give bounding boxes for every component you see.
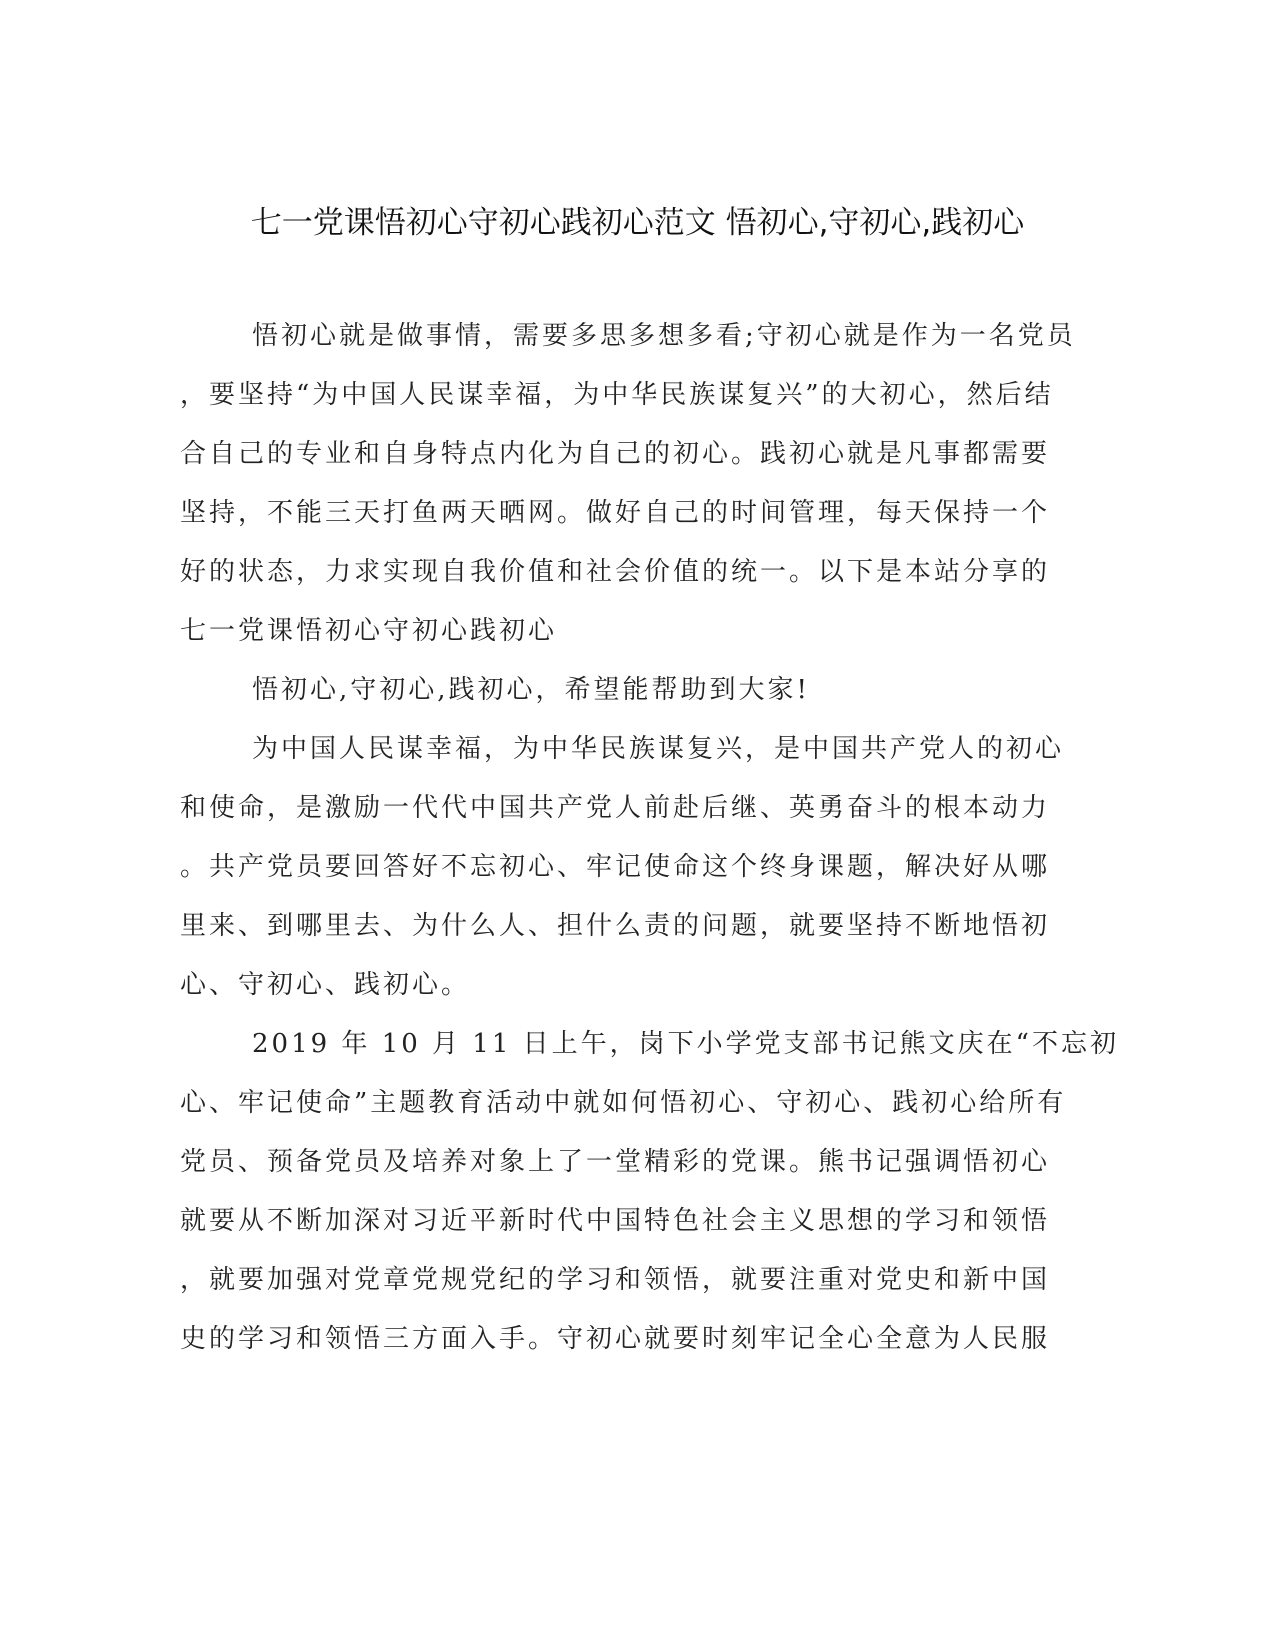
paragraph-line: 合自己的专业和自身特点内化为自己的初心。践初心就是凡事都需要	[180, 439, 1051, 469]
paragraph-line: 好的状态，力求实现自我价值和社会价值的统一。以下是本站分享的	[180, 557, 1051, 587]
paragraph-line: 心、守初心、践初心。	[180, 970, 471, 1000]
document-title: 七一党课悟初心守初心践初心范文 悟初心,守初心,践初心	[250, 205, 1025, 241]
paragraph-line: 史的学习和领悟三方面入手。守初心就要时刻牢记全心全意为人民服	[180, 1324, 1051, 1354]
paragraph-line: 2019 年 10 月 11 日上午，岗下小学党支部书记熊文庆在“不忘初	[252, 1029, 1119, 1059]
paragraph-line: 就要从不断加深对习近平新时代中国特色社会主义思想的学习和领悟	[180, 1206, 1051, 1236]
paragraph-line: 悟初心就是做事情，需要多思多想多看;守初心就是作为一名党员	[252, 321, 1076, 351]
paragraph-line: 坚持，不能三天打鱼两天晒网。做好自己的时间管理，每天保持一个	[180, 498, 1051, 528]
paragraph-line: 里来、到哪里去、为什么人、担什么责的问题，就要坚持不断地悟初	[180, 911, 1051, 941]
paragraph-line: 心、牢记使命”主题教育活动中就如何悟初心、守初心、践初心给所有	[180, 1088, 1067, 1118]
paragraph-line: 为中国人民谋幸福，为中华民族谋复兴，是中国共产党人的初心	[252, 734, 1065, 764]
paragraph-line: 七一党课悟初心守初心践初心	[180, 616, 558, 646]
paragraph-line: 和使命，是激励一代代中国共产党人前赴后继、英勇奋斗的根本动力	[180, 793, 1051, 823]
paragraph-line: ，就要加强对党章党规党纪的学习和领悟，就要注重对党史和新中国	[180, 1265, 1051, 1295]
paragraph-line: 悟初心,守初心,践初心，希望能帮助到大家!	[252, 675, 810, 705]
paragraph-line: 党员、预备党员及培养对象上了一堂精彩的党课。熊书记强调悟初心	[180, 1147, 1051, 1177]
paragraph-line: ，要坚持“为中国人民谋幸福，为中华民族谋复兴”的大初心，然后结	[180, 380, 1054, 410]
paragraph-line: 。共产党员要回答好不忘初心、牢记使命这个终身课题，解决好从哪	[180, 852, 1051, 882]
